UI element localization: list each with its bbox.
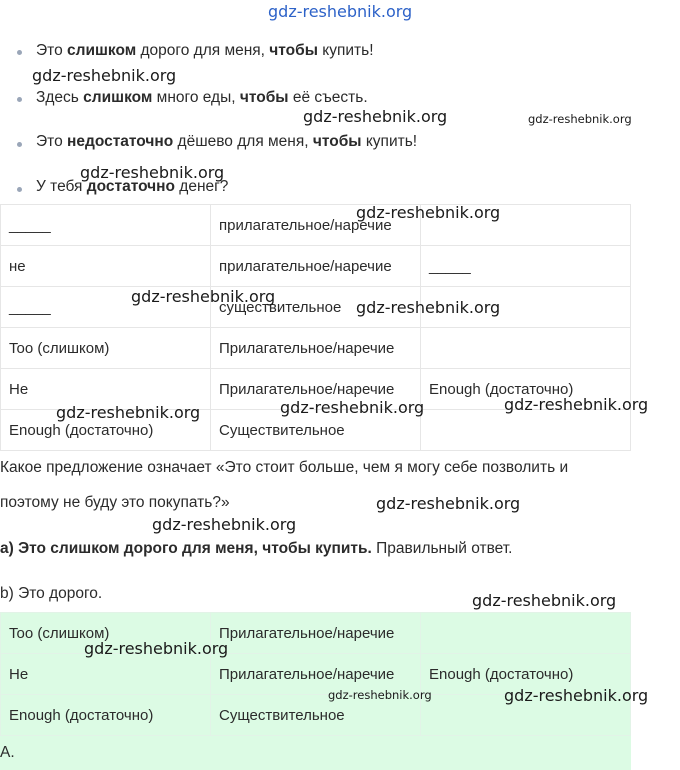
watermark: gdz-reshebnik.org	[528, 112, 632, 126]
bullet-keyword: слишком	[83, 89, 153, 106]
watermark: gdz-reshebnik.org	[152, 515, 297, 534]
table-cell: прилагательное/наречие	[211, 205, 421, 246]
table-row	[1, 246, 631, 287]
bullet-text: купить!	[361, 133, 418, 150]
table-cell: _____	[421, 246, 631, 287]
table-cell: Прилагательное/наречие	[211, 369, 421, 410]
bullet-item-1	[36, 42, 374, 60]
answer-footer-label: A.	[0, 744, 15, 761]
bullet-dot	[17, 142, 22, 147]
bullet-item-3	[36, 133, 417, 151]
answer-b: b) Это дорого.	[0, 585, 103, 602]
table-cell: _____	[1, 287, 211, 328]
watermark: gdz-reshebnik.org	[280, 398, 425, 417]
bullet-text: Это	[36, 42, 67, 59]
bullet-text: Здесь	[36, 89, 84, 106]
table-row	[1, 205, 631, 246]
bullet-text: купить!	[317, 42, 374, 59]
bullet-keyword: недостаточно	[67, 133, 174, 150]
bullet-text: У тебя	[36, 178, 87, 195]
question-line-1: Какое предложение означает «Это стоит больше, чем я могу себе позволить и	[0, 459, 569, 476]
bullet-text: Это	[36, 133, 67, 150]
bullet-keyword: достаточно	[86, 178, 175, 195]
bullet-text: много еды,	[152, 89, 240, 106]
table-cell: Прилагательное/наречие	[211, 654, 421, 695]
table-cell	[421, 410, 631, 451]
watermark: gdz-reshebnik.org	[356, 298, 501, 317]
table-row	[1, 328, 631, 369]
table-cell: не	[1, 246, 211, 287]
watermark: gdz-reshebnik.org	[303, 107, 448, 126]
table-cell: Прилагательное/наречие	[211, 613, 421, 654]
bullet-keyword: чтобы	[239, 89, 289, 106]
bullet-text: её съесть.	[288, 89, 368, 106]
watermark: gdz-reshebnik.org	[80, 163, 225, 182]
watermark: gdz-reshebnik.org	[32, 66, 177, 85]
table-cell: Too (слишком)	[1, 613, 211, 654]
answer-table	[0, 612, 631, 736]
watermark: gdz-reshebnik.org	[356, 203, 501, 222]
bullet-dot	[17, 50, 22, 55]
bullet-keyword: слишком	[67, 42, 137, 59]
answer-a	[0, 540, 512, 558]
answer-a-note: Правильный ответ.	[371, 540, 513, 557]
table-cell: существительное	[211, 287, 421, 328]
watermark: gdz-reshebnik.org	[84, 639, 229, 658]
watermark: gdz-reshebnik.org	[504, 395, 649, 414]
table-cell: Прилагательное/наречие	[211, 328, 421, 369]
answer-a-text: a) Это слишком дорого для меня, чтобы купить.	[0, 540, 372, 557]
table-cell: Enough (достаточно)	[421, 369, 631, 410]
table-cell: Существительное	[211, 410, 421, 451]
table-cell: He	[1, 654, 211, 695]
table-cell: Too (слишком)	[1, 328, 211, 369]
bullet-keyword: чтобы	[312, 133, 362, 150]
bullet-text: денег?	[175, 178, 229, 195]
bullet-text: дёшево для меня,	[173, 133, 313, 150]
question-line-2: поэтому не буду это покупать?»	[0, 494, 230, 511]
table-cell	[421, 328, 631, 369]
bullet-text: дорого для меня,	[136, 42, 270, 59]
table-cell: прилагательное/наречие	[211, 246, 421, 287]
table-cell: _____	[1, 205, 211, 246]
table-cell: Enough (достаточно)	[1, 695, 211, 736]
bullet-dot	[17, 187, 22, 192]
answer-footer-bar	[0, 736, 631, 770]
watermark-top: gdz-reshebnik.org	[268, 2, 413, 21]
bullet-item-2	[36, 89, 368, 107]
watermark: gdz-reshebnik.org	[376, 494, 521, 513]
table-cell	[421, 613, 631, 654]
table-cell: Enough (достаточно)	[421, 654, 631, 695]
bullet-dot	[17, 97, 22, 102]
bullet-keyword: чтобы	[269, 42, 318, 59]
watermark: gdz-reshebnik.org	[504, 686, 649, 705]
table-row	[1, 287, 631, 328]
watermark: gdz-reshebnik.org	[131, 287, 276, 306]
watermark: gdz-reshebnik.org	[328, 688, 432, 702]
watermark: gdz-reshebnik.org	[472, 591, 617, 610]
table-cell: Существительное	[211, 695, 421, 736]
table-cell: He	[1, 369, 211, 410]
table-cell: Enough (достаточно)	[1, 410, 211, 451]
watermark: gdz-reshebnik.org	[56, 403, 201, 422]
